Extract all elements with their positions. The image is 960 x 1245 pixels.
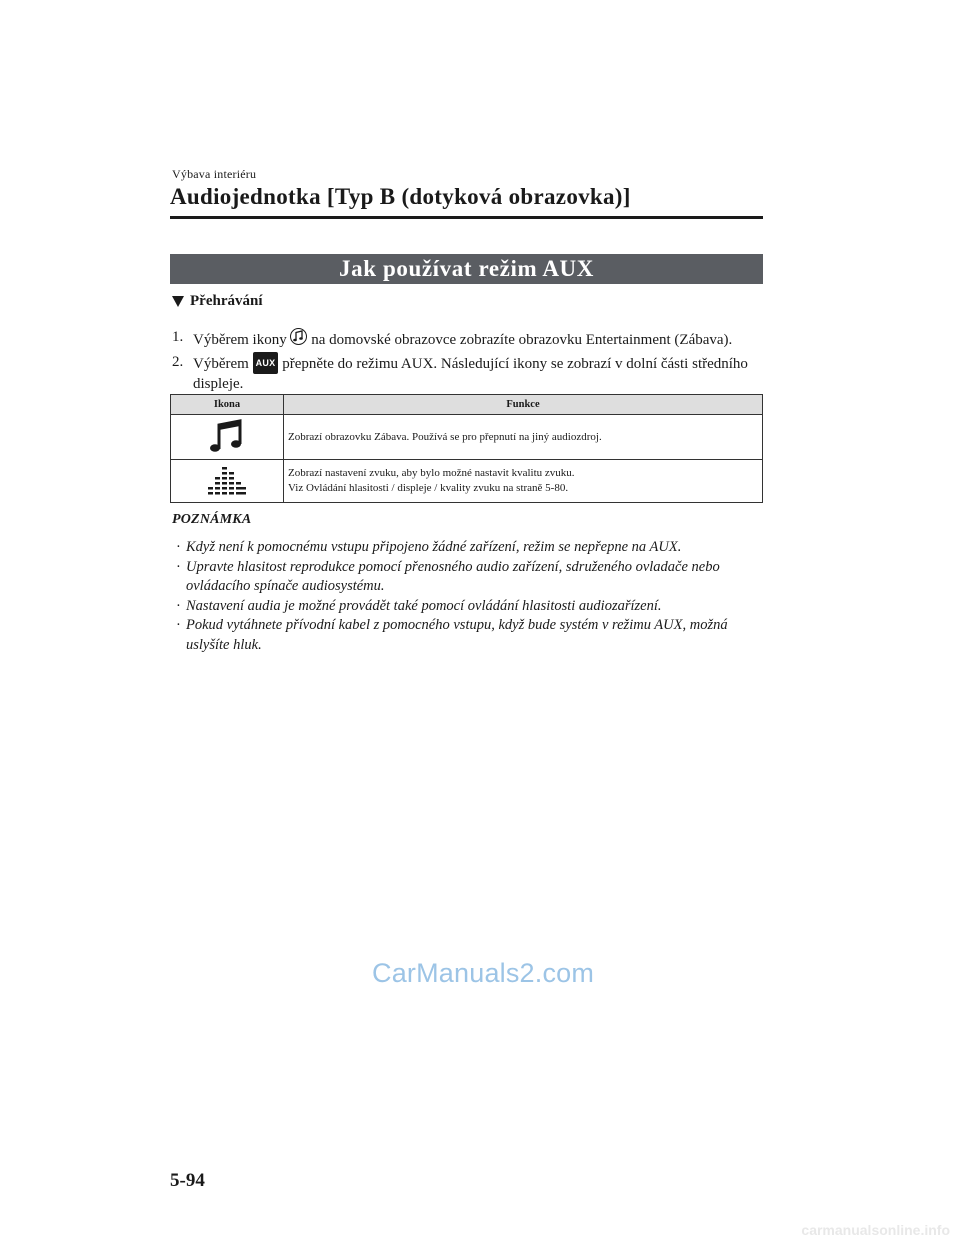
step-text-before: Výběrem — [193, 356, 249, 372]
triangle-bullet-icon — [172, 296, 184, 307]
heading-rule — [170, 216, 763, 219]
note-item — [176, 597, 746, 617]
note-text: Nastavení audia je možné provádět také pomocí ovládání hlasitosti audiozařízení. — [186, 597, 662, 614]
step-text-after: přepněte do režimu AUX. Následující ikony se zobrazí v dolní části středního displeje. — [193, 356, 748, 392]
bullet-icon: · — [176, 558, 181, 575]
icon-cell — [171, 460, 284, 503]
subheading-playback — [172, 293, 263, 310]
note-item — [176, 616, 746, 655]
function-text: Viz Ovládání hlasitosti / displeje / kvality zvuku na straně 5-80. — [288, 482, 569, 494]
table-header-row — [171, 395, 763, 415]
steps-list — [172, 327, 772, 394]
note-text: Pokud vytáhnete přívodní kabel z pomocného vstupu, když bude systém v režimu AUX, možná uslyšíte hluk. — [186, 617, 728, 653]
music-note-icon — [209, 445, 245, 457]
step-text — [193, 327, 772, 352]
table-row — [171, 460, 763, 503]
icon-function-table — [170, 394, 763, 503]
section-label: Výbava interiéru — [172, 167, 257, 181]
step-number: 1. — [172, 329, 184, 345]
function-text: Zobrazí obrazovku Zábava. Používá se pro přepnutí na jiný audiozdroj. — [288, 430, 602, 443]
aux-icon: AUX — [253, 352, 279, 374]
page-number: 5-94 — [170, 1170, 205, 1191]
step-text-after: na domovské obrazovce zobrazíte obrazovku Entertainment (Zábava). — [311, 332, 733, 348]
note-title: POZNÁMKA — [172, 512, 252, 527]
bullet-icon: · — [176, 597, 181, 614]
equalizer-icon — [207, 486, 247, 498]
table-row — [171, 415, 763, 460]
step-2 — [172, 352, 772, 394]
page-heading: Audiojednotka [Typ B (dotyková obrazovka)] — [170, 184, 631, 209]
topic-title-bar: Jak používat režim AUX — [170, 254, 763, 284]
note-text: Když není k pomocnému vstupu připojeno žádné zařízení, režim se nepřepne na AUX. — [186, 539, 682, 555]
function-text: Zobrazí nastavení zvuku, aby bylo možné nastavit kvalitu zvuku. — [288, 467, 575, 479]
step-text — [193, 352, 772, 394]
note-item — [176, 538, 746, 558]
step-text-before: Výběrem ikony — [193, 332, 287, 348]
header-function: Funkce — [284, 395, 763, 415]
function-cell — [284, 460, 763, 503]
note-item — [176, 558, 746, 597]
music-note-icon — [290, 327, 307, 352]
subheading-text: Přehrávání — [190, 293, 263, 309]
bullet-icon: · — [176, 539, 181, 555]
bullet-icon: · — [176, 617, 181, 633]
footer-site-watermark: carmanualsonline.info — [801, 1222, 950, 1238]
function-cell — [284, 415, 763, 460]
icon-cell — [171, 415, 284, 460]
notes-list — [176, 538, 746, 655]
step-number: 2. — [172, 354, 184, 370]
header-icon: Ikona — [171, 395, 284, 415]
note-text: Upravte hlasitost reprodukce pomocí přenosného audio zařízení, sdruženého ovladače nebo ovládacího spínače audiosystému. — [186, 558, 720, 594]
step-1 — [172, 327, 772, 352]
watermark: CarManuals2.com — [372, 958, 595, 988]
